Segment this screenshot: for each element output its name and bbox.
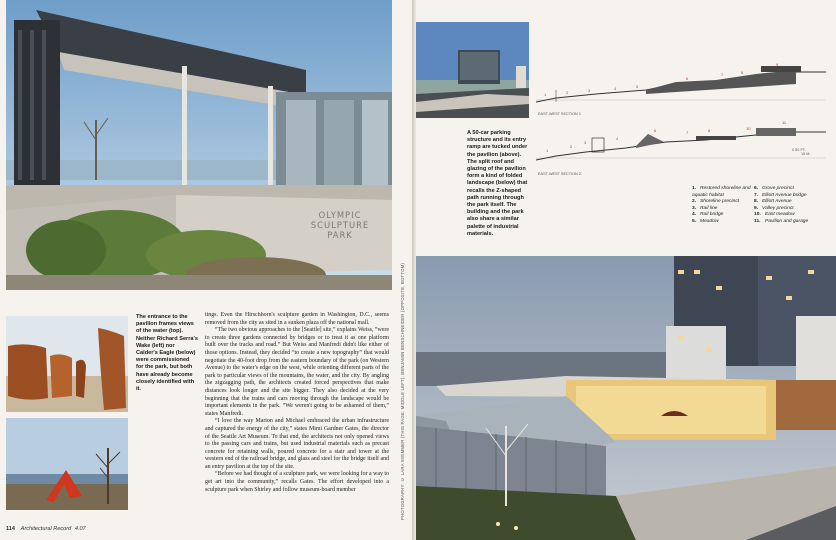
svg-text:6: 6	[686, 76, 689, 81]
svg-text:4: 4	[616, 136, 619, 141]
body-paragraph: “I love the way Marion and Michael embraced the urban infrastructure and captured the energy of the city,” states Mimi Gardner Gates, the director of the Seattle Art Museum. To that end, the architects not only opened views to the passing cars and trains, but used industrial materials such as precast concrete for retaining walls, poured concrete for a stair and tower at the western end of the railroad bridge, and glass and steel for the bridge itself and an entry pavilion at the top of the site.	[205, 418, 389, 470]
section-1-drawing	[536, 60, 826, 110]
scale-bar-m: 15 M.	[801, 152, 811, 156]
park-sign-line: PARK	[327, 230, 353, 240]
scale-bar-label	[792, 148, 811, 156]
legend-item: 9. Valley precinct	[754, 205, 794, 211]
svg-text:2: 2	[566, 90, 569, 95]
svg-text:11: 11	[782, 120, 787, 125]
article-body	[205, 312, 389, 526]
right-page	[416, 0, 836, 540]
svg-text:8: 8	[741, 70, 744, 75]
body-paragraph: “Before we had thought of a sculpture park, we were looking for a way to get art into the community,” recalls Gates. The effort developed into a sculpture park when Shirley and follow museum-board member	[205, 471, 389, 493]
svg-text:10: 10	[746, 126, 751, 131]
section-1-label: EAST-WEST SECTION 1	[538, 112, 581, 116]
svg-text:9: 9	[776, 62, 779, 67]
pavilion-entrance-photo	[6, 0, 392, 290]
svg-text:1: 1	[546, 148, 549, 153]
svg-text:1: 1	[544, 92, 547, 97]
legend-item: 6. Grove precinct	[754, 186, 794, 191]
svg-text:2: 2	[570, 144, 573, 149]
photo-credit: PHOTOGRAPHY: © LARA SWIMMER (THIS PAGE, MIDDLE LEFT); BENJAMIN BENSCHNEIDER (OPPOSITE, BOTTOM)	[400, 262, 405, 520]
legend-item: 5. Meadow	[692, 218, 719, 224]
park-sign-line: SCULPTURE	[310, 220, 370, 230]
pavilion-dusk-photo	[416, 256, 836, 540]
park-sign-line: OLYMPIC	[318, 210, 362, 220]
scale-bar-ft: 0 50 FT.	[792, 148, 806, 152]
legend-item: 7. Elliott Avenue bridge	[754, 192, 807, 198]
svg-text:6: 6	[654, 128, 657, 133]
left-page	[0, 0, 412, 540]
section-2-label: EAST-WEST SECTION 2	[538, 172, 581, 176]
park-sign	[300, 210, 380, 240]
svg-text:4: 4	[614, 86, 617, 91]
parking-structure-photo	[416, 22, 529, 118]
page-number: 114	[6, 526, 16, 532]
folio	[6, 526, 86, 532]
legend-col-1	[692, 186, 758, 226]
legend-col-2	[754, 186, 830, 226]
legend-item: 4. Rail bridge	[692, 212, 724, 218]
svg-text:3: 3	[584, 140, 587, 145]
legend-item: 2. Shoreline precinct	[692, 199, 740, 205]
left-photo-caption: The entrance to the pavilion frames views of the water (top). Neither Richard Serra's Wake (left) nor Calder's Eagle (below) were commissioned for the park, but both have already become closely identified with it.	[136, 314, 198, 393]
legend-item: 3. Rail line	[692, 205, 718, 211]
serra-wake-photo	[6, 316, 128, 412]
legend-item: 10. East meadow	[754, 212, 795, 218]
body-paragraph: tings. Even the Hirschhorn's sculpture garden in Washington, D.C., seems removed from the city as sited in a sunken plaza off the national mall.	[205, 312, 389, 326]
legend-item: 8. Elliott Avenue	[754, 199, 792, 205]
magazine-name: Architectural Record	[20, 526, 72, 532]
svg-text:3: 3	[588, 88, 591, 93]
right-photo-caption: A 50-car parking structure and its entry ramp are tucked under the pavilion (above). The split roof and glazing of the pavilion form a kind of folded landscape (below) that recalls the Z-shaped path running through the park itself. The building and the park also share a similar palette of industrial materials.	[467, 130, 528, 237]
body-paragraph: “The two obvious approaches to the [Seattle] site,” explains Weiss, “were to create three gardens connected by bridges or to treat it as one platform built over the tracks and road.” But Weiss and Manfredi didn't like either of those options. Instead, they decided “to create a new topography” that would negotiate the 40-foot drop from the eastern boundary of the park (on Western Avenue) to the water's edge on the west, while orienting different parts of the park to particular views of the mountains, the water, and the city. By angling the zigzagging path, the architects created forced perspectives that make distances look longer and the site bigger. They also decided at the very beginning that the trains and cars moving through the landscape would be important elements in the park. “We weren't going to be ashamed of them,” states Manfredi.	[205, 327, 389, 417]
section-2-drawing	[536, 118, 826, 166]
svg-text:5: 5	[636, 84, 639, 89]
legend-item: 1. Restored shoreline and aquatic habitat	[692, 186, 751, 198]
svg-text:7: 7	[686, 130, 689, 135]
calder-eagle-photo	[6, 418, 128, 510]
issue-date: 4.07	[74, 526, 86, 532]
svg-text:7: 7	[721, 72, 724, 77]
legend-item: 11. Pavilion and garage	[754, 218, 809, 224]
svg-text:8: 8	[708, 128, 711, 133]
